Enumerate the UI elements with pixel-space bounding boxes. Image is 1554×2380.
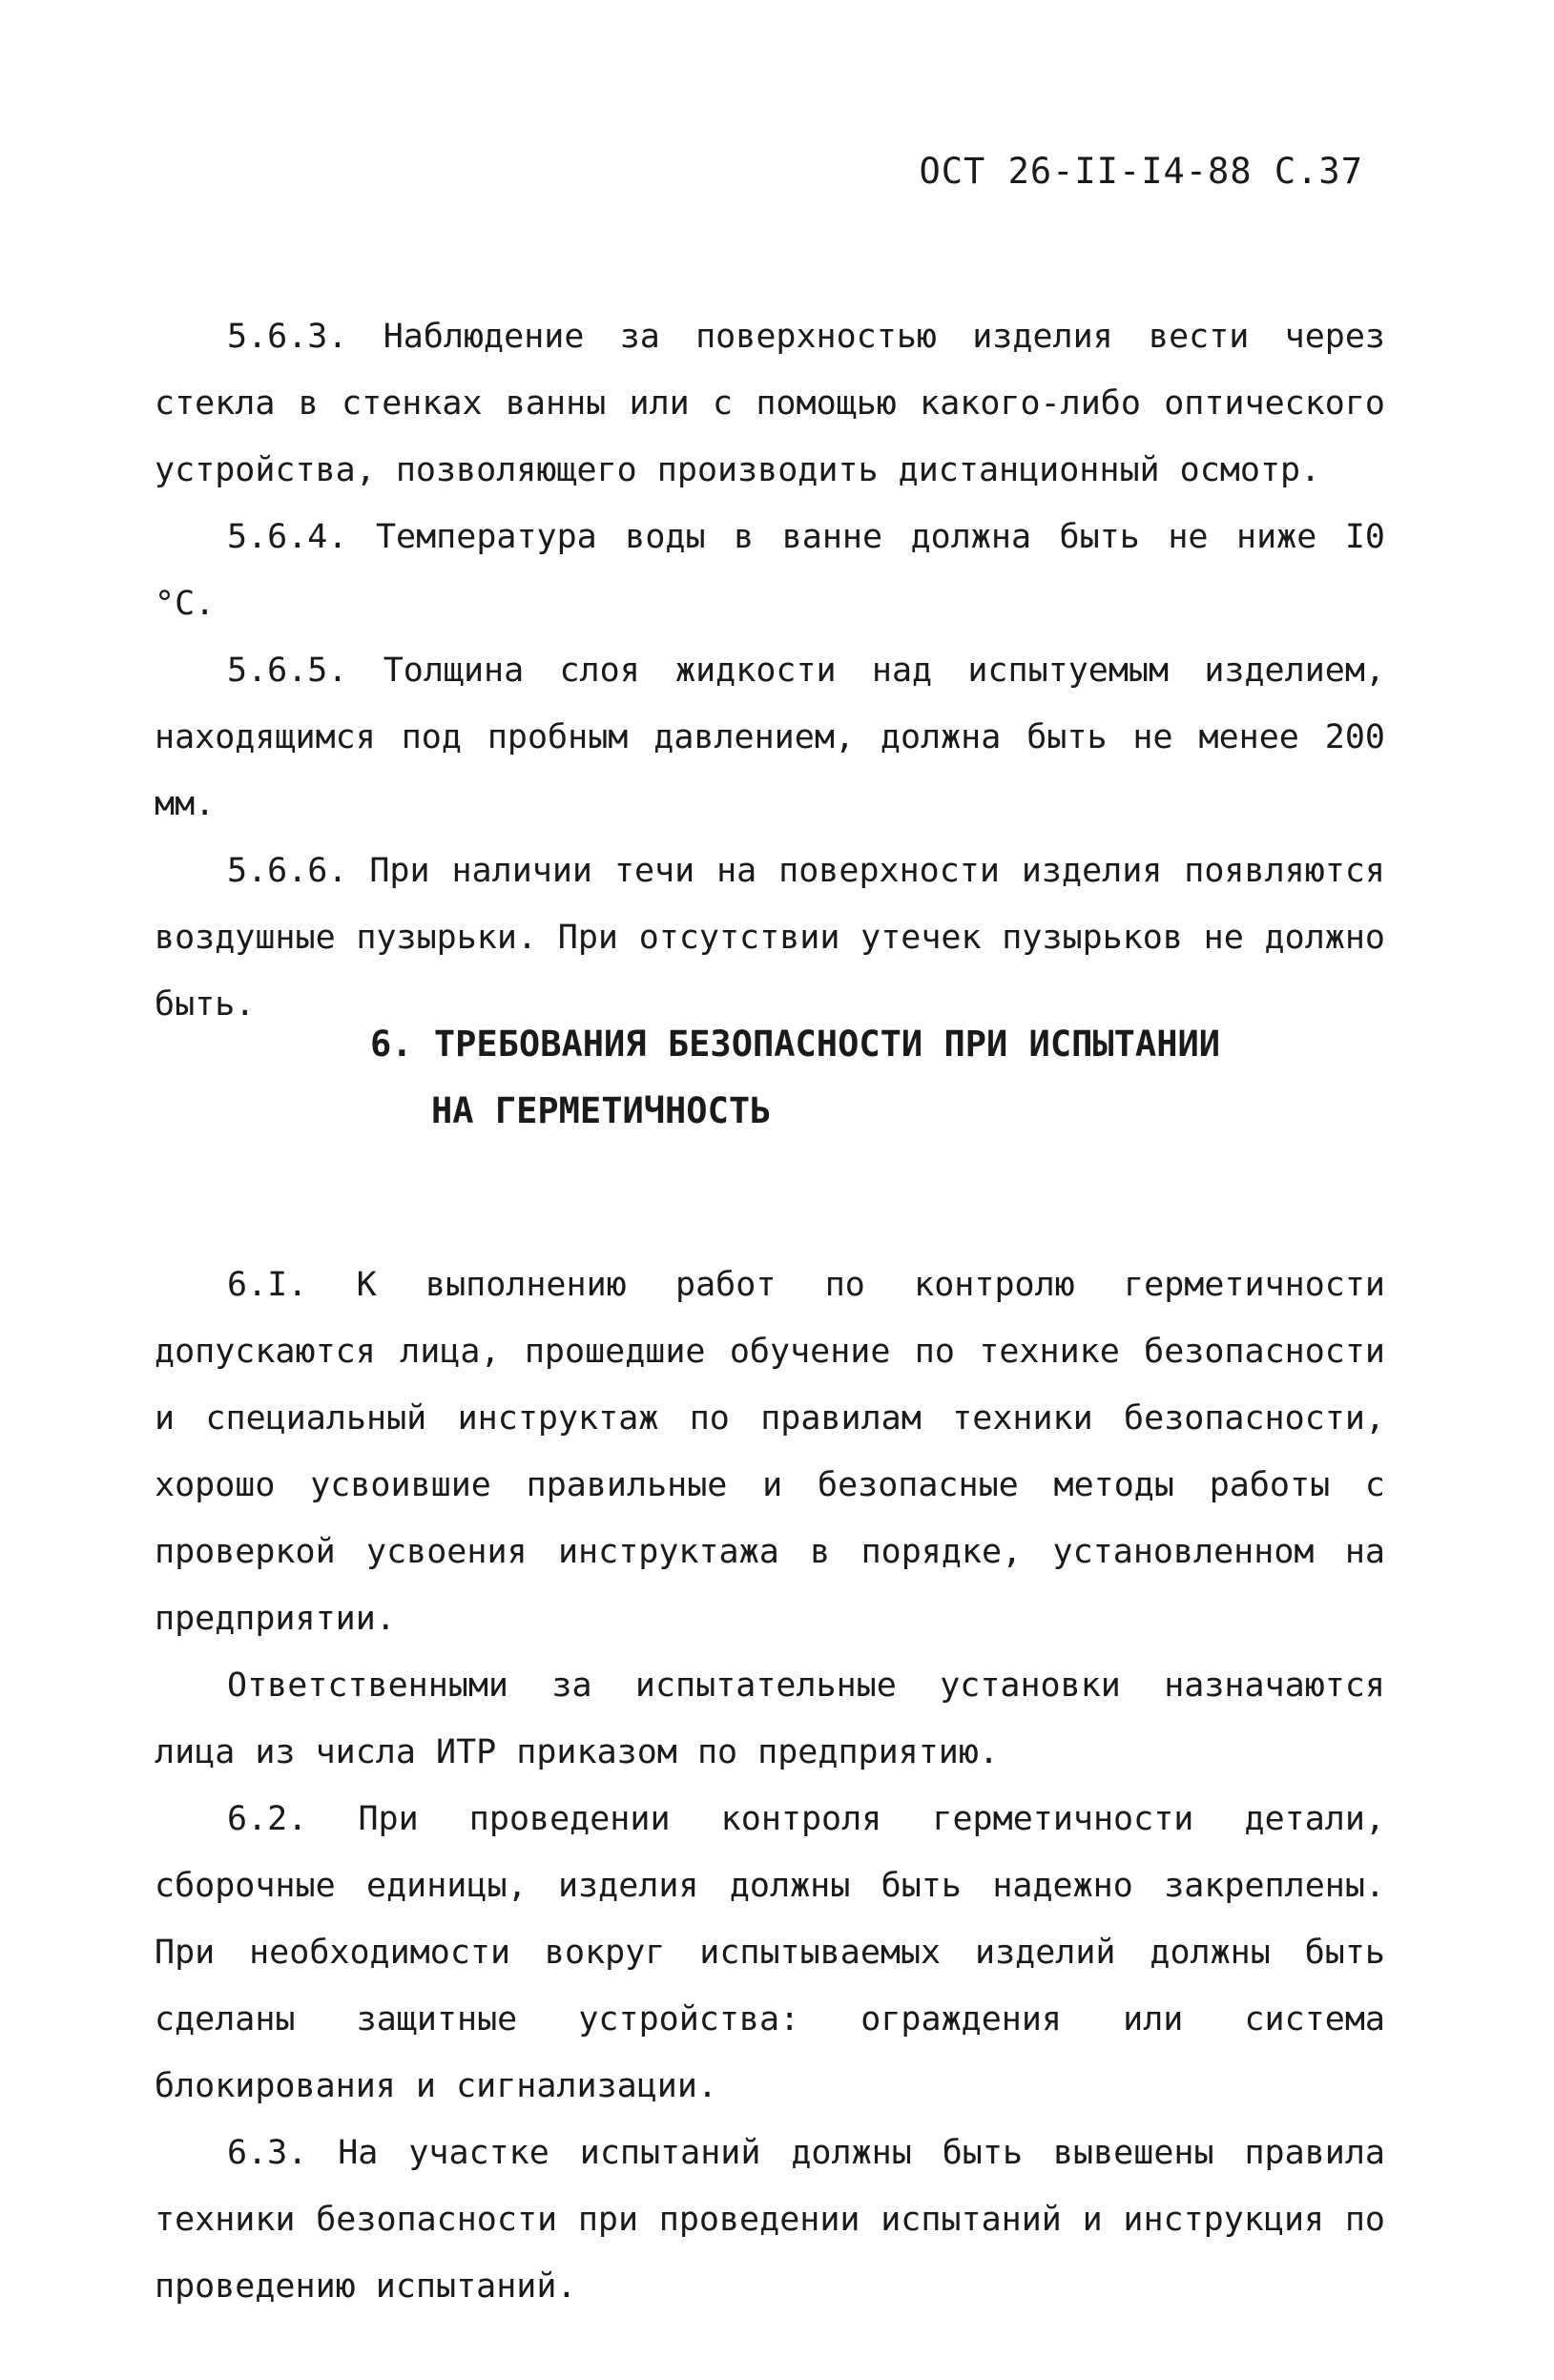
clause-5-6-4: 5.6.4. Температура воды в ванне должна быть не ниже I0 °С. — [155, 518, 1385, 623]
clause-5-6-6: 5.6.6. При наличии течи на поверхности изделия появляются воздушные пузырьки. При отсутствии утечек пузырьков не должно быть. — [155, 852, 1385, 1024]
section-5-6-text — [155, 303, 1385, 1038]
section-6-heading-line1: 6. ТРЕБОВАНИЯ БЕЗОПАСНОСТИ ПРИ ИСПЫТАНИИ — [370, 1024, 1221, 1065]
clause-6-1-responsible: Ответственными за испытательные установки назначаются лица из числа ИТР приказом по предприятию. — [155, 1666, 1385, 1771]
section-6-heading-line2: НА ГЕРМЕТИЧНОСТЬ — [431, 1090, 772, 1131]
clause-6-2: 6.2. При проведении контроля герметичности детали, сборочные единицы, изделия должны быть надежно закреплены. При необходимости вокруг испытываемых изделий должны быть сделаны защитные устройства: ограждения или система блокирования и сигнализации. — [155, 1800, 1385, 2105]
clause-6-3: 6.3. На участке испытаний должны быть вывешены правила техники безопасности при проведении испытаний и инструкция по проведению испытаний. — [155, 2134, 1385, 2306]
document-header: ОСТ 26-II-I4-88 С.37 — [919, 151, 1363, 192]
clause-5-6-3: 5.6.3. Наблюдение за поверхностью изделия вести через стекла в стенках ванны или с помощью какого-либо оптического устройства, позволяющего производить дистанционный осмотр. — [155, 318, 1385, 489]
clause-6-1: 6.I. К выполнению работ по контролю герметичности допускаются лица, прошедшие обучение по технике безопасности и специальный инструктаж по правилам техники безопасности, хорошо усвоившие правильные и безопасные методы работы с проверкой усвоения инструктажа в порядке, установленном на предприятии. — [155, 1266, 1385, 1638]
clause-5-6-5: 5.6.5. Толщина слоя жидкости над испытуемым изделием, находящимся под пробным давлением, должна быть не менее 200 мм. — [155, 652, 1385, 823]
section-6-heading — [370, 1011, 1220, 1145]
section-6-text — [155, 1252, 1385, 2320]
